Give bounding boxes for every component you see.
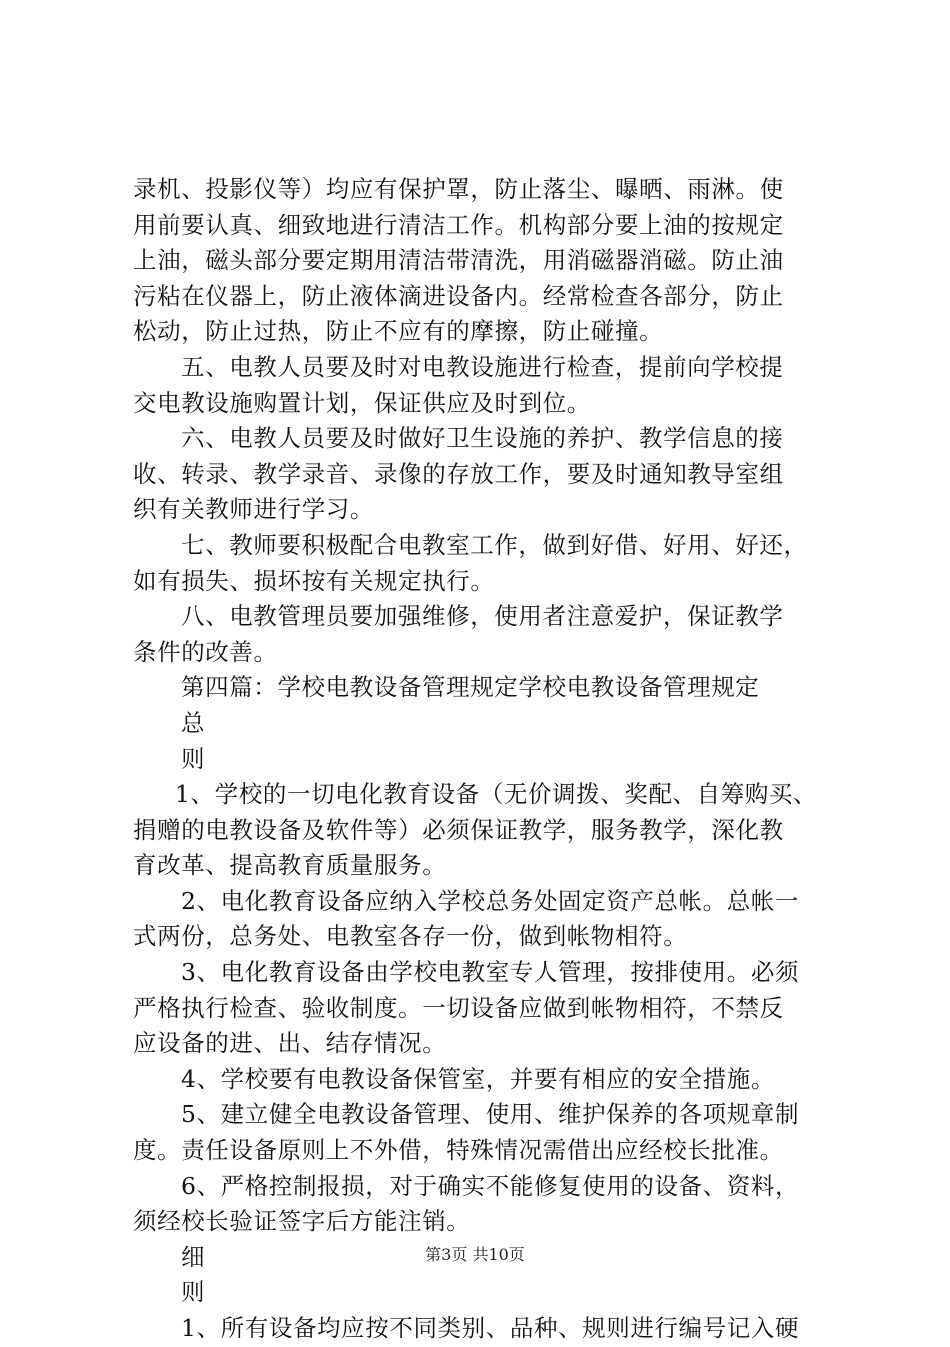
text-line: 六、电教人员要及时做好卫生设施的养护、教学信息的接 (181, 424, 784, 453)
text-line: 5、建立健全电教设备管理、使用、维护保养的各项规章制 (181, 1100, 800, 1129)
text-line: 松动，防止过热，防止不应有的摩擦，防止碰撞。 (133, 317, 664, 346)
text-line: 3、电化教育设备由学校电教室专人管理，按排使用。必须 (181, 958, 800, 987)
text-line: 度。责任设备原则上不外借，特殊情况需借出应经校长批准。 (133, 1136, 784, 1165)
text-line: 上油，磁头部分要定期用清洁带清洗，用消磁器消磁。防止油 (133, 246, 784, 275)
text-line: 则 (181, 744, 206, 773)
text-line: 总 (181, 708, 206, 737)
text-line: 育改革、提高教育质量服务。 (133, 851, 447, 880)
text-line: 收、转录、教学录音、录像的存放工作，要及时通知教导室组 (133, 459, 784, 488)
page-footer (0, 1242, 950, 1265)
text-line: 1、所有设备均应按不同类别、品种、规则进行编号记入硬 (181, 1314, 800, 1342)
text-line: 则 (181, 1278, 206, 1307)
text-line: 细 (181, 1242, 206, 1271)
text-line: 条件的改善。 (133, 637, 278, 666)
text-line: 捐赠的电教设备及软件等）必须保证教学，服务教学，深化教 (133, 815, 784, 844)
text-line: 须经校长验证签字后方能注销。 (133, 1207, 471, 1236)
text-line: 污粘在仪器上，防止液体滴进设备内。经常检查各部分，防止 (133, 281, 784, 310)
text-line: 严格执行检查、验收制度。一切设备应做到帐物相符，不禁反 (133, 993, 784, 1022)
text-line: 如有损失、损坏按有关规定执行。 (133, 566, 495, 595)
text-line: 应设备的进、出、结存情况。 (133, 1029, 447, 1058)
text-line: 五、电教人员要及时对电教设施进行检查，提前向学校提 (181, 352, 784, 381)
text-line: 2、电化教育设备应纳入学校总务处固定资产总帐。总帐一 (181, 886, 800, 915)
text-line: 交电教设施购置计划，保证供应及时到位。 (133, 388, 591, 417)
text-line: 录机、投影仪等）均应有保护罩，防止落尘、曝晒、雨淋。使 (133, 175, 784, 203)
page-number-label: 第3页 共10页 (425, 1245, 525, 1264)
text-line: 6、严格控制报损，对于确实不能修复使用的设备、资料， (181, 1171, 800, 1200)
document-body (133, 172, 833, 1347)
text-line: 用前要认真、细致地进行清洁工作。机构部分要上油的按规定 (133, 210, 784, 239)
text-line: 八、电教管理员要加强维修，使用者注意爱护，保证教学 (181, 602, 784, 631)
text-line: 第四篇：学校电教设备管理规定学校电教设备管理规定 (181, 673, 760, 702)
text-line: 式两份，总务处、电教室各存一份，做到帐物相符。 (133, 922, 688, 951)
text-line: 七、教师要积极配合电教室工作，做到好借、好用、好还， (181, 530, 808, 559)
text-line: 织有关教师进行学习。 (133, 495, 374, 524)
text-line: 1、学校的一切电化教育设备（无价调拨、奖配、自筹购买、 (175, 780, 818, 809)
text-line: 4、学校要有电教设备保管室，并要有相应的安全措施。 (181, 1064, 775, 1093)
